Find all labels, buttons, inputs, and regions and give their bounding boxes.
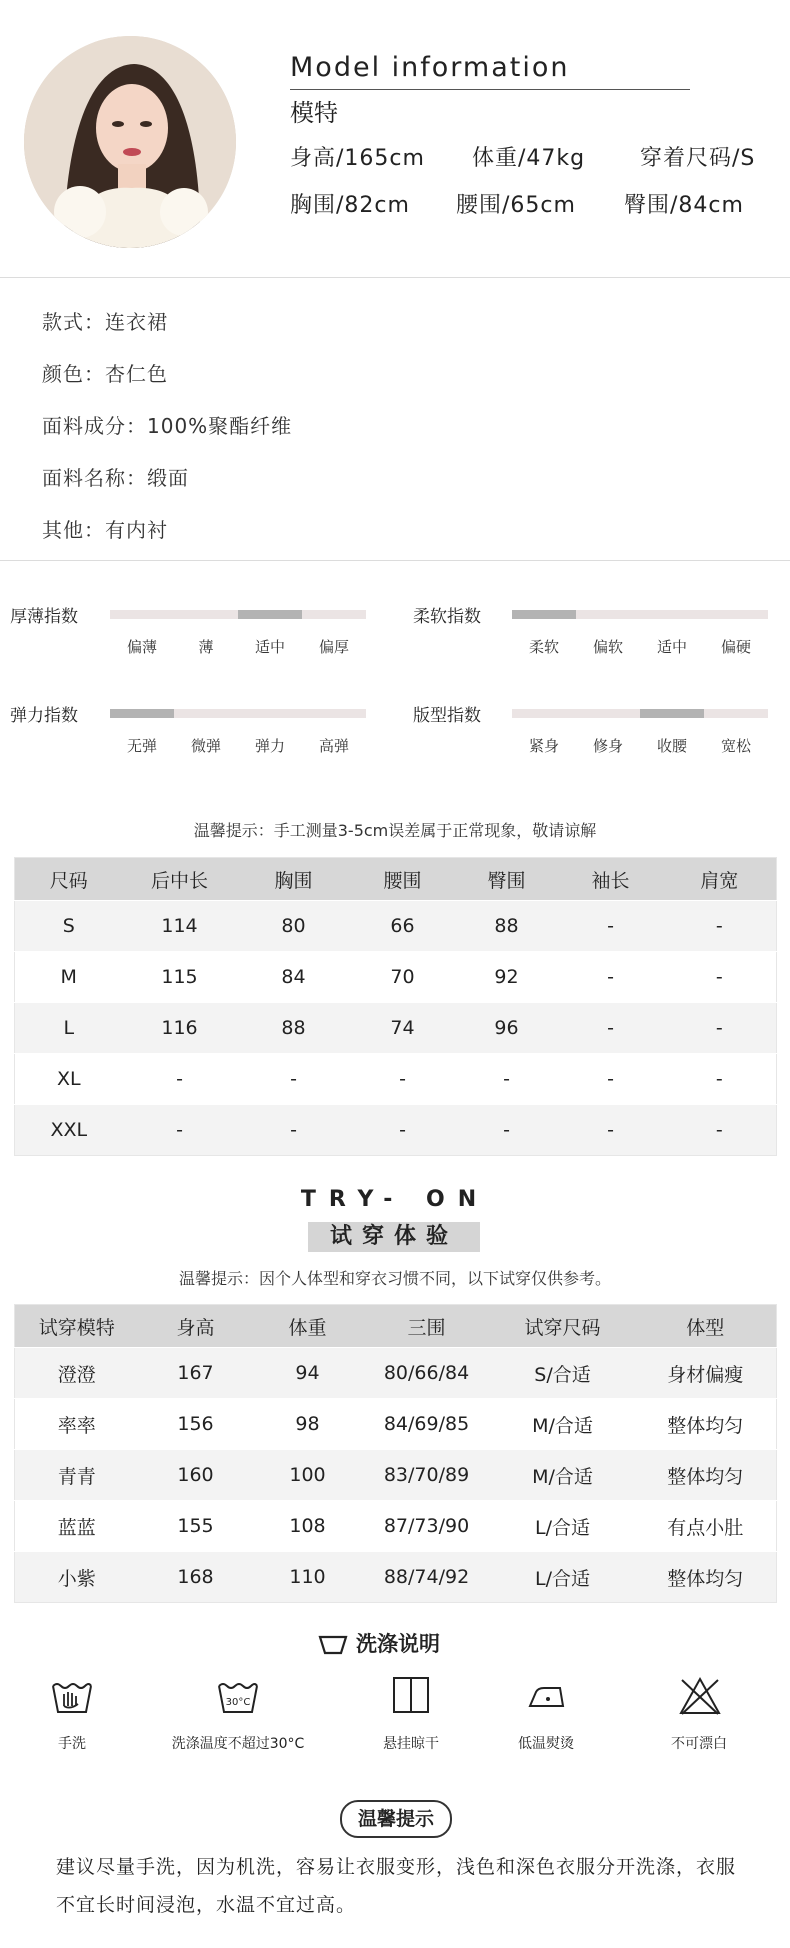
table-header-cell: 身高 (139, 1305, 253, 1348)
table-cell: 澄澄 (15, 1348, 139, 1399)
table-cell: - (455, 1054, 559, 1105)
hand-wash-icon (50, 1678, 94, 1722)
model-bust: 胸围/82cm (290, 193, 410, 218)
tryon-row (15, 1450, 777, 1501)
index-bar-selected (238, 610, 302, 619)
index-bar (512, 610, 768, 619)
table-cell: 88 (237, 1003, 351, 1054)
table-cell: 小紫 (15, 1552, 139, 1603)
table-header-cell: 后中长 (123, 858, 237, 901)
tryon-title-cn: 试穿体验 (308, 1222, 480, 1252)
table-cell: 整体均匀 (635, 1399, 777, 1450)
table-header-cell: 尺码 (15, 858, 123, 901)
index-bar-selected (110, 709, 174, 718)
table-cell: M/合适 (491, 1450, 635, 1501)
table-cell: - (351, 1054, 455, 1105)
table-cell: 74 (351, 1003, 455, 1054)
hang-dry-label: 悬挂晾干 (383, 1736, 439, 1752)
wash-30-icon (216, 1680, 260, 1720)
table-cell: 身材偏瘦 (635, 1348, 777, 1399)
table-cell: 83/70/89 (363, 1450, 491, 1501)
no-bleach-icon (678, 1676, 722, 1720)
model-height: 身高/165cm (290, 146, 425, 171)
table-cell: - (559, 901, 663, 952)
model-info-subtitle: 模特 (290, 99, 338, 127)
index-option: 偏软 (592, 638, 623, 656)
warm-tip-text: 建议尽量手洗，因为机洗，容易让衣服变形，浅色和深色衣服分开洗涤，衣服不宜长时间浸泡，水温不宜过高。 (56, 1856, 737, 1916)
table-cell: 100 (253, 1450, 363, 1501)
table-cell: 115 (123, 952, 237, 1003)
table-cell: 84 (237, 952, 351, 1003)
table-cell: - (663, 901, 777, 952)
table-cell: - (663, 1054, 777, 1105)
table-cell: - (123, 1105, 237, 1156)
index-bar-selected (640, 709, 704, 718)
tryon-table (14, 1304, 777, 1603)
table-cell: 88 (455, 901, 559, 952)
index-label: 弹力指数 (10, 706, 78, 726)
table-cell: - (123, 1054, 237, 1105)
index-option: 偏厚 (318, 638, 349, 656)
tryon-row (15, 1399, 777, 1450)
table-cell: - (663, 952, 777, 1003)
table-header-cell: 体型 (635, 1305, 777, 1348)
index-label: 厚薄指数 (10, 607, 78, 627)
table-cell: 167 (139, 1348, 253, 1399)
table-cell: - (237, 1054, 351, 1105)
model-size: 穿着尺码/S (640, 146, 756, 171)
table-cell: 66 (351, 901, 455, 952)
index-option: 宽松 (720, 737, 751, 755)
table-cell: - (559, 1003, 663, 1054)
table-cell: L (15, 1003, 123, 1054)
table-cell: 84/69/85 (363, 1399, 491, 1450)
table-cell: 98 (253, 1399, 363, 1450)
low-iron-icon (526, 1684, 566, 1714)
table-cell: 80/66/84 (363, 1348, 491, 1399)
basin-icon (318, 1634, 348, 1660)
product-fabric: 面料名称：缎面 (42, 466, 189, 490)
table-header-cell: 肩宽 (663, 858, 777, 901)
no-bleach-label: 不可漂白 (671, 1736, 727, 1752)
model-info-title: Model information (290, 52, 570, 83)
size-table-tip: 温馨提示：手工测量3-5cm误差属于正常现象，敬请谅解 (193, 821, 597, 840)
table-header-cell: 体重 (253, 1305, 363, 1348)
index-bar (110, 709, 366, 718)
tryon-row (15, 1501, 777, 1552)
table-cell: 110 (253, 1552, 363, 1603)
index-option: 收腰 (656, 737, 687, 755)
wash-temp-text: 30°C (225, 1697, 251, 1708)
index-bar (512, 709, 768, 718)
table-cell: 92 (455, 952, 559, 1003)
table-cell: 蓝蓝 (15, 1501, 139, 1552)
index-option: 适中 (254, 638, 285, 656)
tryon-row (15, 1348, 777, 1399)
model-weight: 体重/47kg (472, 146, 586, 171)
divider (0, 560, 790, 561)
index-option: 修身 (592, 737, 623, 755)
table-cell: - (351, 1105, 455, 1156)
table-header-cell: 腰围 (351, 858, 455, 901)
table-cell: 156 (139, 1399, 253, 1450)
low-iron-label: 低温熨烫 (518, 1736, 574, 1752)
product-color: 颜色：杏仁色 (42, 362, 168, 386)
table-cell: 160 (139, 1450, 253, 1501)
table-cell: L/合适 (491, 1501, 635, 1552)
table-cell: S/合适 (491, 1348, 635, 1399)
table-cell: 114 (123, 901, 237, 952)
model-photo-illustration (24, 36, 236, 248)
table-cell: 155 (139, 1501, 253, 1552)
table-cell: 108 (253, 1501, 363, 1552)
table-cell: M/合适 (491, 1399, 635, 1450)
index-label: 柔软指数 (413, 607, 481, 627)
index-option: 偏薄 (126, 638, 157, 656)
table-cell: - (559, 1105, 663, 1156)
table-cell: 116 (123, 1003, 237, 1054)
index-bar-selected (512, 610, 576, 619)
index-option: 微弹 (190, 737, 221, 755)
tryon-tip: 温馨提示：因个人体型和穿衣习惯不同，以下试穿仅供参考。 (178, 1269, 611, 1288)
model-waist: 腰围/65cm (456, 193, 576, 218)
table-cell: 整体均匀 (635, 1552, 777, 1603)
index-option: 紧身 (528, 737, 559, 755)
model-avatar (24, 36, 236, 248)
table-header-cell: 胸围 (237, 858, 351, 901)
tryon-title-en: TRY- ON (300, 1187, 490, 1212)
index-bar (110, 610, 366, 619)
table-cell: 青青 (15, 1450, 139, 1501)
product-composition: 面料成分：100%聚酯纤维 (42, 414, 293, 438)
size-row (15, 1054, 777, 1105)
table-cell: 88/74/92 (363, 1552, 491, 1603)
model-title-underline (290, 89, 690, 90)
table-header-cell: 三围 (363, 1305, 491, 1348)
table-cell: XL (15, 1054, 123, 1105)
table-cell: 168 (139, 1552, 253, 1603)
index-option: 适中 (656, 638, 687, 656)
wash-temp-label: 洗涤温度不超过30°C (171, 1736, 305, 1752)
index-option: 弹力 (254, 737, 285, 755)
table-header-cell: 臀围 (455, 858, 559, 901)
size-table (14, 857, 777, 1156)
table-cell: 整体均匀 (635, 1450, 777, 1501)
table-header-cell: 试穿模特 (15, 1305, 139, 1348)
table-cell: - (559, 952, 663, 1003)
tryon-row (15, 1552, 777, 1603)
table-cell: - (455, 1105, 559, 1156)
index-option: 无弹 (126, 737, 157, 755)
size-row (15, 1003, 777, 1054)
table-cell: 有点小肚 (635, 1501, 777, 1552)
index-option: 高弹 (318, 737, 349, 755)
table-cell: - (559, 1054, 663, 1105)
hang-dry-icon (392, 1676, 430, 1718)
table-cell: XXL (15, 1105, 123, 1156)
table-cell: 87/73/90 (363, 1501, 491, 1552)
product-other: 其他：有内衬 (42, 518, 168, 542)
table-cell: L/合适 (491, 1552, 635, 1603)
divider (0, 277, 790, 278)
table-cell: - (237, 1105, 351, 1156)
index-option: 偏硬 (720, 638, 751, 656)
hand-wash-label: 手洗 (58, 1736, 86, 1752)
index-label: 版型指数 (413, 706, 481, 726)
size-row (15, 1105, 777, 1156)
product-style: 款式：连衣裙 (42, 310, 168, 334)
size-row (15, 901, 777, 952)
table-cell: 率率 (15, 1399, 139, 1450)
size-row (15, 952, 777, 1003)
model-hip: 臀围/84cm (624, 193, 744, 218)
table-cell: - (663, 1003, 777, 1054)
table-cell: M (15, 952, 123, 1003)
table-cell: 70 (351, 952, 455, 1003)
table-cell: 94 (253, 1348, 363, 1399)
wash-title: 洗涤说明 (356, 1632, 440, 1656)
warm-tip-title: 温馨提示 (340, 1800, 452, 1838)
index-option: 柔软 (528, 638, 559, 656)
table-header-cell: 袖长 (559, 858, 663, 901)
table-header-cell: 试穿尺码 (491, 1305, 635, 1348)
index-option: 薄 (198, 638, 214, 656)
table-cell: - (663, 1105, 777, 1156)
table-cell: 96 (455, 1003, 559, 1054)
table-cell: S (15, 901, 123, 952)
table-cell: 80 (237, 901, 351, 952)
